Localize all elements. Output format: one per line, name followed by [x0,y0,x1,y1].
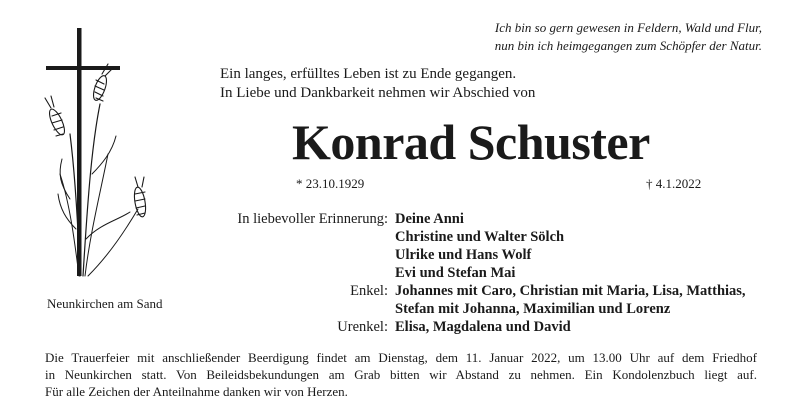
mourner-label: In liebevoller Erinnerung: [237,211,388,227]
death-date: † 4.1.2022 [646,176,702,191]
place-name: Neunkirchen am Sand [47,296,163,311]
mourner-row [220,300,746,318]
mourner-row [220,282,746,300]
mourner-names: Stefan mit Johanna, Maximilian und Lorenz [395,301,671,317]
mourner-label [220,264,395,282]
poem-quote [495,19,762,55]
mourner-row [220,264,746,282]
mourner-row [220,318,746,336]
mourner-names: Johannes mit Caro, Christian mit Maria, Lisa, Matthias, [395,283,746,299]
intro-line-2: In Liebe und Dankbarkeit nehmen wir Abschied von [220,85,536,101]
cross-with-wheat-icon [30,24,165,284]
mourner-names: Elisa, Magdalena und David [395,319,571,335]
mourner-label [220,228,395,246]
funeral-notice [45,349,757,400]
quote-line-2: nun bin ich heimgegangen zum Schöpfer der Natur. [494,38,762,53]
mourner-row [220,210,746,228]
mourners-list [220,210,746,336]
mourner-label: Enkel: [350,283,388,299]
birth-date: * 23.10.1929 [296,176,365,191]
mourner-row [220,246,746,264]
intro-text [220,65,535,103]
mourner-label [220,300,395,318]
mourner-label [220,246,395,264]
footer-line-2: in Neunkirchen statt. Von Beileidsbekundungen am Grab bitten wir Abstand zu nehmen. Ein Kondolenzbuch liegt auf. [45,367,757,382]
quote-line-1: Ich bin so gern gewesen in Feldern, Wald und Flur, [494,20,762,35]
deceased-name: Konrad Schuster [292,114,650,170]
intro-line-1: Ein langes, erfülltes Leben ist zu Ende gegangen. [220,66,517,82]
footer-line-3: Für alle Zeichen der Anteilnahme danken wir von Herzen. [45,384,348,399]
mourner-row [220,228,746,246]
mourner-names: Ulrike und Hans Wolf [395,247,532,263]
mourner-names: Christine und Walter Sölch [395,229,565,245]
mourner-names: Evi und Stefan Mai [395,265,516,281]
mourner-label: Urenkel: [337,319,388,335]
mourner-names: Deine Anni [395,211,464,227]
footer-line-1: Die Trauerfeier mit anschließender Beerdigung findet am Dienstag, dem 11. Januar 2022, um 13.00 Uhr auf dem Friedhof [45,350,757,365]
